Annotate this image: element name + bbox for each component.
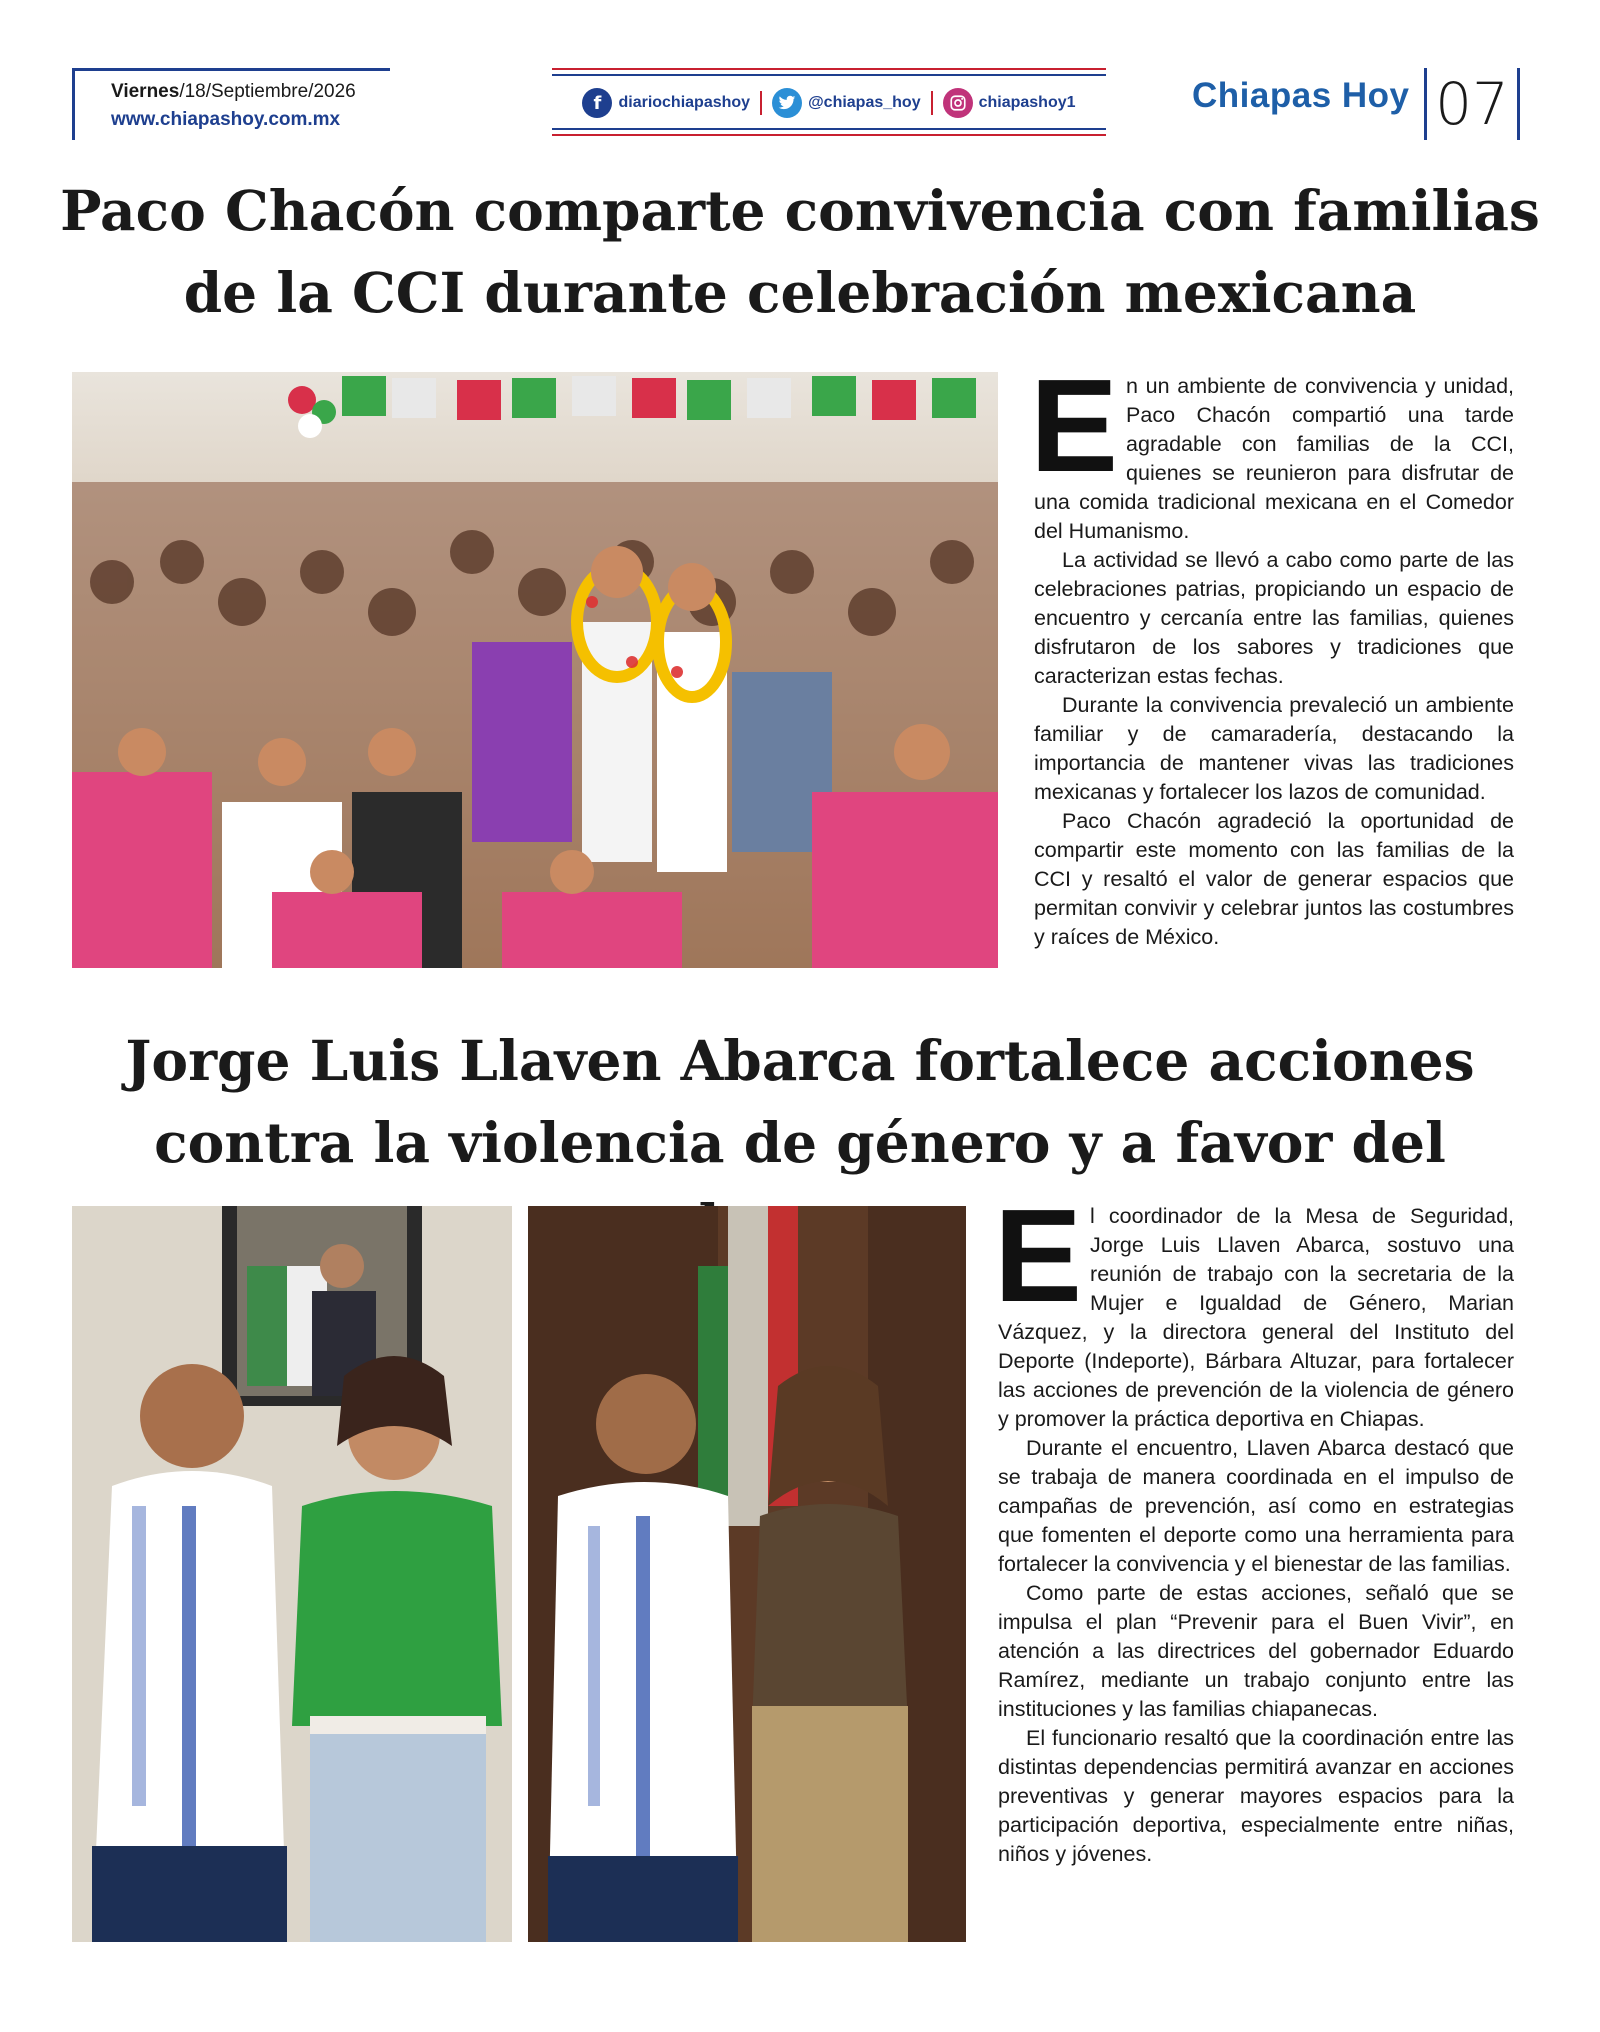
article2-paragraph: Durante el encuentro, Llaven Abarca destacó que se trabaja de manera coordinada en el impulso de campañas de prevención, así como en estrategias que fomenten el deporte como una herramienta para fortalecer la convivencia y el bienestar de las familias. [998,1436,1514,1576]
instagram-handle: chiapashoy1 [978,94,1076,111]
article2-body [994,1182,1514,1869]
instagram-icon [943,88,973,118]
facebook-link[interactable] [582,88,750,118]
article1-headline: Paco Chacón comparte convivencia con familias de la CCI durante celebración mexicana [60,178,1540,325]
article2-lead-paragraph: El coordinador de la Mesa de Seguridad, Jorge Luis Llaven Abarca, sostuvo una reunión de trabajo con la secretaria de la Mujer e Igualdad de Género, Marian Vázquez, y la directora general del Instituto del Deporte (Indeporte), Bárbara Altuzar, para fortalecer las acciones de prevención de la violencia de género y promover la práctica deportiva en Chiapas. [994,1182,1514,1431]
article2-dropcap: E [994,1182,1083,1329]
newspaper-brand: Chiapas Hoy [1192,76,1410,115]
article2-photo-right [528,1206,966,1942]
twitter-link[interactable] [772,88,921,118]
page-number-box [1424,68,1520,140]
article2-paragraph: Como parte de estas acciones, señaló que se impulsa el plan “Prevenir para el Buen Vivir”, en atención a las directrices del gobernador Eduardo Ramírez, mediante un trabajo conjunto entre las instituciones y las familias chiapanecas. [998,1581,1514,1721]
page-number: 07 [1435,70,1509,138]
article2-photo-left [72,1206,512,1942]
social-bar [552,68,1106,136]
article1-body [1030,352,1514,952]
article2-headline: Jorge Luis Llaven Abarca fortalece acciones contra la violencia de género y a favor del [125,1028,1475,1175]
issue-date: Viernes/18/Septiembre/2026 [111,81,356,102]
article1-paragraph: Paco Chacón agradeció la oportunidad de compartir este momento con las familias de la CCI y resaltó el valor de generar espacios que permitan convivir y celebrar juntos las costumbres y raíces de México. [1034,809,1514,949]
divider [931,91,933,115]
instagram-link[interactable] [943,88,1076,118]
article1-paragraph: Durante la convivencia prevaleció un ambiente familiar y de camaradería, destacando la importancia de mantener vivas las tradiciones mexicanas y fortalecer los lazos de comunidad. [1034,693,1514,804]
article1-dropcap: E [1030,352,1119,499]
website-link[interactable]: www.chiapashoy.com.mx [111,109,341,130]
divider [760,91,762,115]
facebook-icon: f [582,88,612,118]
facebook-handle: diariochiapashoy [618,94,751,111]
article2-paragraph: El funcionario resaltó que la coordinación entre las distintas dependencias permitirá avanzar en acciones preventivas y generar mayores espacios para la participación deportiva, especialmente entre niñas, niños y jóvenes. [998,1726,1514,1866]
article1-paragraph: La actividad se llevó a cabo como parte de las celebraciones patrias, propiciando un espacio de encuentro y cercanía entre las familias, quienes disfrutaron de los sabores y tradiciones que caracterizan estas fechas. [1034,548,1514,688]
article1-lead-paragraph: En un ambiente de convivencia y unidad, Paco Chacón compartió una tarde agradable con familias de la CCI, quienes se reunieron para disfrutar de una comida tradicional mexicana en el Comedor del Humanismo. [1030,352,1514,543]
twitter-handle: @chiapas_hoy [808,94,921,111]
twitter-icon [772,88,802,118]
article1-photo [72,372,998,968]
date-box [72,68,390,140]
